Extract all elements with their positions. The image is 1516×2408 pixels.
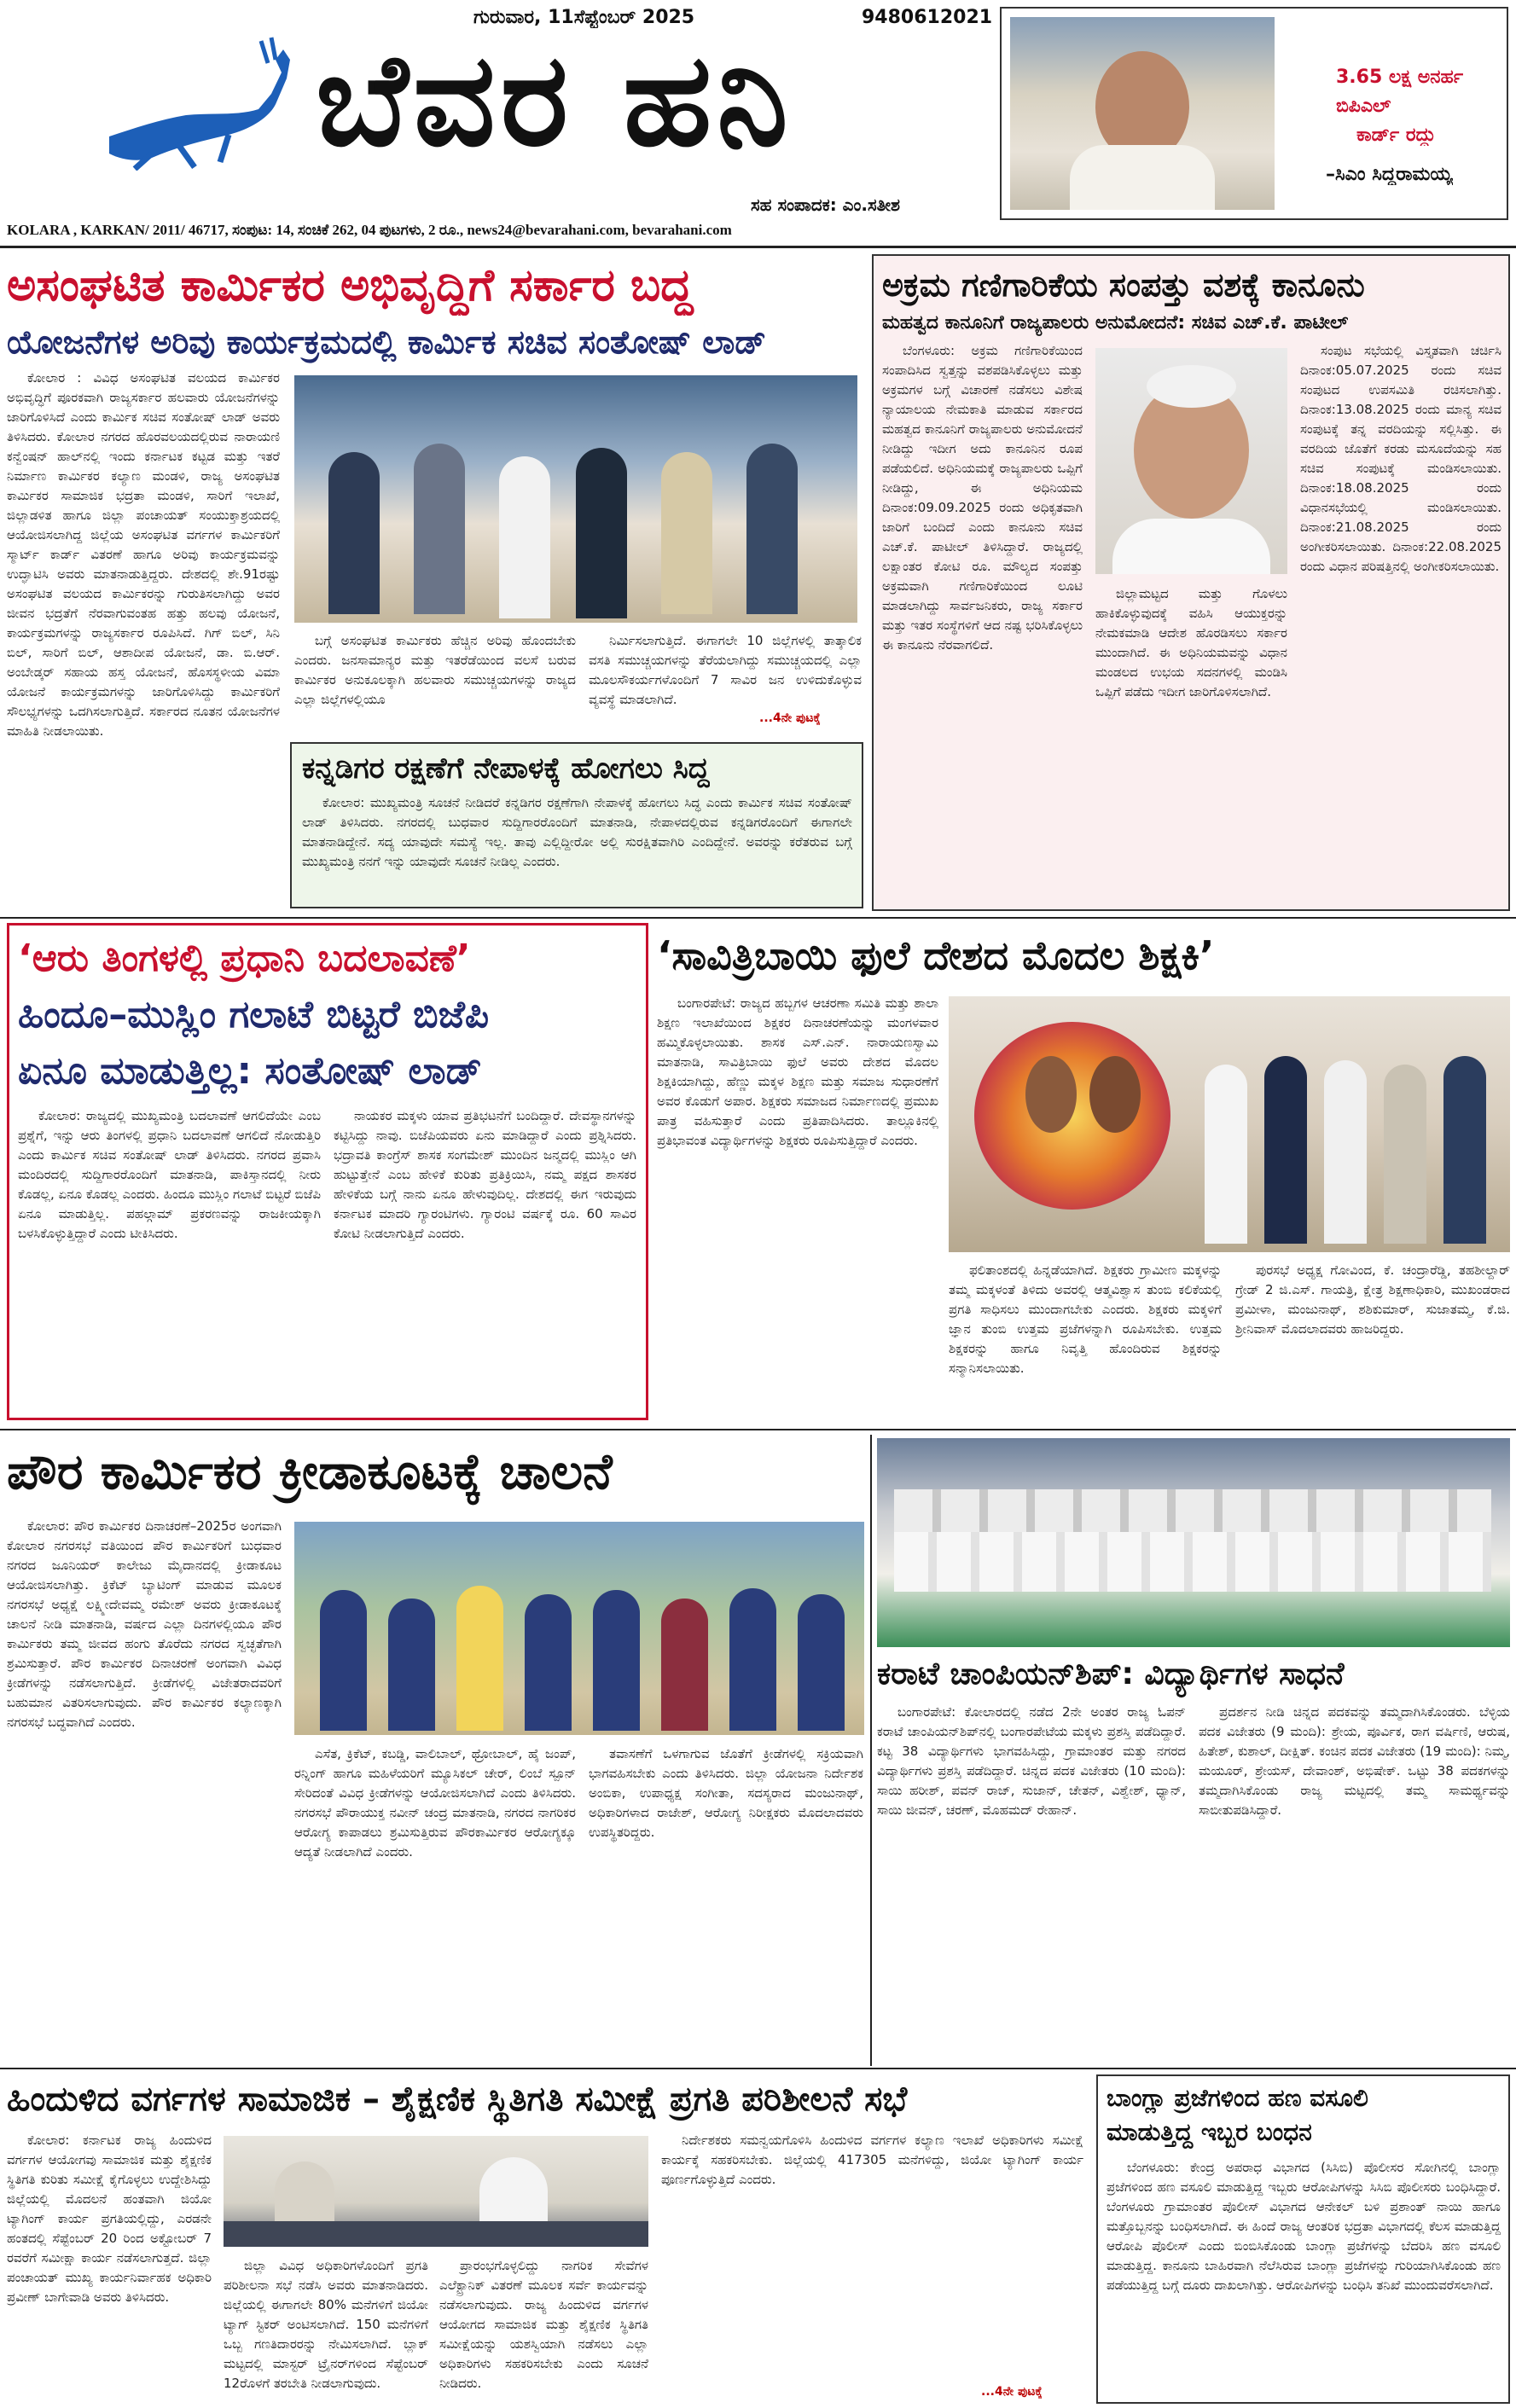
backward-col3: ಪ್ರಾರಂಭಗೊಳ್ಳಲಿದ್ದು ನಾಗರಿಕ ಸೇವೆಗಳ ಎಲೆಕ್ಟ್ರಾನಿಕ್ ವಿತರಣೆ ಮೂಲಕ ಸರ್ವೆ ಕಾರ್ಯವನ್ನು ನಡೆಸಲಾಗುವುದು. ರಾಜ್ಯ ಹಿಂದುಳಿದ ವರ್ಗಗಳ ಆಯೋಗದ ಸಾಮಾಜಿಕ ಮತ್ತು ಶೈಕ್ಷಣಿಕ ಸ್ಥಿತಿಗತಿ ಸಮೀಕ್ಷೆಯನ್ನು ಯಶಸ್ವಿಯಾಗಿ ನಡೆಸಲು ಎಲ್ಲಾ ಅಧಿಕಾರಿಗಳು ಸಹಕರಿಸಬೇಕು ಎಂದು ಸೂಚನೆ ನೀಡಿದರು. — [439, 2258, 648, 2391]
ear-line-2: ಬಿಪಿಎಲ್ — [1336, 96, 1391, 117]
masthead-co-editor: ಸಹ ಸಂಪಾದಕ: ಎಂ.ಸತೀಶ — [751, 194, 900, 215]
mining-col3: ಸಂಪುಟ ಸಭೆಯಲ್ಲಿ ವಿಸ್ತೃತವಾಗಿ ಚರ್ಚಿಸಿ ದಿನಾಂಕ:05.07.2025 ರಂದು ಸಚಿವ ಸಂಪುಟದ ಉಪಸಮಿತಿ ರಚಿಸಲಾಗಿತ್ತು. ದಿನಾಂಕ:13.08.2025 ರಂದು ಮಾನ್ಯ ಸಚಿವ ಸಂಪುಟಕ್ಕೆ ತನ್ನ ವರದಿಯನ್ನು ಸಲ್ಲಿಸಿತ್ತು. ಈ ವರದಿಯ ಜೊತೆಗೆ ಕರಡು ಮಸೂದೆಯನ್ನು ಸಹ ಸಚಿವ ಸಂಪುಟಕ್ಕೆ ಮಂಡಿಸಲಾಯಿತು. ದಿನಾಂಕ:18.08.2025 ರಂದು ವಿಧಾನಸಭೆಯಲ್ಲಿ ಮಂಡಿಸಲಾಯಿತು. ದಿನಾಂಕ:21.08.2025 ರಂದು ಅಂಗೀಕರಿಸಲಾಯಿತು. ದಿನಾಂಕ:22.08.2025 ರಂದು ವಿಧಾನ ಪರಿಷತ್ತಿನಲ್ಲಿ ಅಂಗೀಕರಿಸಲಾಯಿತು. — [1300, 343, 1501, 574]
savitri-photo — [949, 996, 1510, 1252]
story1-subhead: ಯೋಜನೆಗಳ ಅರಿವು ಕಾರ್ಯಕ್ರಮದಲ್ಲಿ ಕಾರ್ಮಿಕ ಸಚಿವ ಸಂತೋಷ್ ಲಾಡ್ — [7, 323, 766, 361]
mining-subhead: ಮಹತ್ವದ ಕಾನೂನಿಗೆ ರಾಜ್ಯಪಾಲರು ಅನುಮೋದನೆ: ಸಚಿವ ಎಚ್.ಕೆ. ಪಾಟೀಲ್ — [882, 312, 1349, 334]
deer-logo-icon — [101, 34, 297, 171]
pm-col1: ಕೋಲಾರ: ರಾಜ್ಯದಲ್ಲಿ ಮುಖ್ಯಮಂತ್ರಿ ಬದಲಾವಣೆ ಆಗಲಿದೆಯೇ ಎಂಬ ಪ್ರಶ್ನೆಗೆ, ಇನ್ನು ಆರು ತಿಂಗಳಲ್ಲಿ ಪ್ರಧಾನಿ ಬದಲಾವಣೆ ಆಗಲಿದೆ ನೋಡುತ್ತಿರಿ ಎಂದು ಕಾರ್ಮಿಕ ಸಚಿವ ಸಂತೋಷ್ ಲಾಡ್ ತಿಳಿಸಿದರು. ನಗರದ ಪ್ರವಾಸಿ ಮಂದಿರದಲ್ಲಿ ಸುದ್ದಿಗಾರರೊಂದಿಗೆ ಮಾತನಾಡಿ, ಪಾಕಿಸ್ತಾನದಲ್ಲಿ ನೀರು ಕೊಡಲ್ಲ, ಏನೂ ಕೊಡಲ್ಲ ಎಂದರು. ಹಿಂದೂ ಮುಸ್ಲಿಂ ಗಲಾಟೆ ಬಿಟ್ಟರೆ ಬಿಜೆಪಿ ಏನೂ ಮಾಡುತ್ತಿಲ್ಲ. ಪಹಲ್ಗಾಮ್ ಪ್ರಕರಣವನ್ನು ರಾಜಕೀಯಕ್ಕಾಗಿ ಬಳಸಿಕೊಳ್ಳುತ್ತಿದ್ದಾರೆ ಎಂದು ಟೀಕಿಸಿದರು. — [18, 1108, 321, 1241]
masthead-date: ಗುರುವಾರ, 11ಸೆಪ್ಟೆಂಬರ್ 2025 — [473, 7, 695, 28]
ear-line-3: ಕಾರ್ಡ್ ರದ್ದು — [1356, 125, 1436, 146]
mining-headline: ಅಕ್ರಮ ಗಣಿಗಾರಿಕೆಯ ಸಂಪತ್ತು ವಶಕ್ಕೆ ಕಾನೂನು — [882, 266, 1365, 304]
sports-col3: ತವಾಸಣೆಗೆ ಒಳಗಾಗುವ ಜೊತೆಗೆ ಕ್ರೀಡೆಗಳಲ್ಲಿ ಸಕ್ರಿಯವಾಗಿ ಭಾಗವಹಿಸಬೇಕು ಎಂದು ತಿಳಿಸಿದರು. ಜಿಲ್ಲಾ ಯೋಜನಾ ನಿರ್ದೇಶಕ ಅಂಬಿಕಾ, ಉಪಾಧ್ಯಕ್ಷ ಸಂಗೀತಾ, ಸದಸ್ಯರಾದ ಮಂಜುನಾಥ್, ಅಧಿಕಾರಿಗಳಾದ ರಾಜೇಶ್, ಆರೋಗ್ಯ ನಿರೀಕ್ಷಕರು ಮೊದಲಾದವರು ಉಪಸ್ಥಿತರಿದ್ದರು. — [589, 1746, 863, 1840]
story1-photo — [294, 375, 857, 623]
karate-col2: ಪ್ರದರ್ಶನ ನೀಡಿ ಚಿನ್ನದ ಪದಕವನ್ನು ತಮ್ಮದಾಗಿಸಿಕೊಂಡರು. ಬೆಳ್ಳಿಯ ಪದಕ ವಿಜೇತರು (9 ಮಂದಿ): ಶ್ರೇಯ, ಪೂರ್ವಿಕ, ರಾಗ ವರ್ಷಿಣಿ, ಆರುಷ, ಹಿತೇಶ್, ಕುಶಾಲ್, ದೀಕ್ಷಿತ್. ಕಂಚಿನ ಪದಕ ವಿಜೇತರು (19 ಮಂದಿ): ನಿಮ್ಮ, ಮಯೂರ್, ಶ್ರೇಯಸ್, ದೇವಾಂಶ್, ಅಭಿಷೇಕ್. ಒಟ್ಟು 38 ಪದಕಗಳನ್ನು ತಮ್ಮದಾಗಿಸಿಕೊಂಡು ರಾಜ್ಯ ಮಟ್ಟದಲ್ಲಿ ತಮ್ಮ ಸಾಮರ್ಥ್ಯವನ್ನು ಸಾಬೀತುಪಡಿಸಿದ್ದಾರೆ. — [1199, 1704, 1510, 1818]
masthead-phone: 9480612021 — [862, 7, 993, 28]
story1-continued: ...4ನೇ ಪುಟಕ್ಕೆ — [759, 711, 821, 725]
ear-box — [1000, 7, 1508, 220]
sports-headline: ಪೌರ ಕಾರ್ಮಿಕರ ಕ್ರೀಡಾಕೂಟಕ್ಕೆ ಚಾಲನೆ — [7, 1442, 613, 1500]
story1-col2: ಬಗ್ಗೆ ಅಸಂಘಟಿತ ಕಾರ್ಮಿಕರು ಹೆಚ್ಚಿನ ಅರಿವು ಹೊಂದಬೇಕು ಎಂದರು. ಜನಸಾಮಾನ್ಯರ ಮತ್ತು ಇತರೆಡೆಯಿಂದ ವಲಸೆ ಬರುವ ಕಾರ್ಮಿಕರ ಅನುಕೂಲಕ್ಕಾಗಿ ಹಲವಾರು ಸಮುಚ್ಚಯಗಳನ್ನು ರಾಜ್ಯದ ಎಲ್ಲಾ ಜಿಲ್ಲೆಗಳಲ್ಲಿಯೂ — [294, 633, 576, 707]
savitri-col1: ಬಂಗಾರಪೇಟೆ: ರಾಜ್ಯದ ಹಬ್ಬಗಳ ಆಚರಣಾ ಸಮಿತಿ ಮತ್ತು ಶಾಲಾ ಶಿಕ್ಷಣ ಇಲಾಖೆಯಿಂದ ಶಿಕ್ಷಕರ ದಿನಾಚರಣೆಯನ್ನು ಮಂಗಳವಾರ ಹಮ್ಮಿಕೊಳ್ಳಲಾಯಿತು. ಶಾಸಕ ಎಸ್.ಎನ್. ನಾರಾಯಣಸ್ವಾಮಿ ಮಾತನಾಡಿ, ಸಾವಿತ್ರಿಬಾಯಿ ಫುಲೆ ಅವರು ದೇಶದ ಮೊದಲ ಶಿಕ್ಷಕಿಯಾಗಿದ್ದು, ಹೆಣ್ಣು ಮಕ್ಕಳ ಶಿಕ್ಷಣ ಮತ್ತು ಸಮಾಜ ಸುಧಾರಣೆಗೆ ಅವರ ಕೊಡುಗೆ ಅಪಾರ. ಶಿಕ್ಷಕರು ಸಮಾಜದ ನಿರ್ಮಾಣದಲ್ಲಿ ಪ್ರಮುಖ ಪಾತ್ರ ವಹಿಸುತ್ತಾರೆ ಎಂದು ಪ್ರತಿಪಾದಿಸಿದರು. ತಾಲ್ಲೂಕಿನಲ್ಲಿ ಪ್ರತಿಭಾವಂತ ವಿದ್ಯಾರ್ಥಿಗಳನ್ನು ಶಿಕ್ಷಕರು ರೂಪಿಸುತ್ತಿದ್ದಾರೆ ಎಂದರು. — [657, 995, 938, 1148]
ear-line-4: –ಸಿಎಂ ಸಿದ್ದರಾಮಯ್ಯ — [1326, 164, 1454, 185]
karate-photo — [877, 1438, 1510, 1647]
backward-col4: ನಿರ್ದೇಶಕರು ಸಮನ್ವಯಗೊಳಿಸಿ ಹಿಂದುಳಿದ ವರ್ಗಗಳ ಕಲ್ಯಾಣ ಇಲಾಖೆ ಅಧಿಕಾರಿಗಳು ಸಮೀಕ್ಷೆ ಕಾರ್ಯಕ್ಕೆ ಸಹಕರಿಸಬೇಕು. ಜಿಲ್ಲೆಯಲ್ಲಿ 417305 ಮನೆಗಳಿದ್ದು, ಜಿಯೋ ಟ್ಯಾಗಿಂಗ್ ಕಾರ್ಯ ಪೂರ್ಣಗೊಳ್ಳುತ್ತಿದೆ ಎಂದರು. — [661, 2132, 1083, 2187]
backward-col2: ಜಿಲ್ಲಾ ವಿವಿಧ ಅಧಿಕಾರಿಗಳೊಂದಿಗೆ ಪ್ರಗತಿ ಪರಿಶೀಲನಾ ಸಭೆ ನಡೆಸಿ ಅವರು ಮಾತನಾಡಿದರು. ಜಿಲ್ಲೆಯಲ್ಲಿ ಈಗಾಗಲೇ 80% ಮನೆಗಳಿಗೆ ಜಿಯೋ ಟ್ಯಾಗ್ ಸ್ಟಿಕರ್ ಅಂಟಿಸಲಾಗಿದೆ. 150 ಮನೆಗಳಿಗೆ ಒಬ್ಬ ಗಣತಿದಾರರನ್ನು ನೇಮಿಸಲಾಗಿದೆ. ಬ್ಲಾಕ್ ಮಟ್ಟದಲ್ಲಿ ಮಾಸ್ಟರ್ ಟ್ರೈನರ್‌ಗಳಿಂದ ಸೆಪ್ಟೆಂಬರ್ 12ರೊಳಗೆ ತರಬೇತಿ ನೀಡಲಾಗುವುದು. — [224, 2258, 428, 2391]
ear-line-1: 3.65 ಲಕ್ಷ ಅನರ್ಹ — [1336, 67, 1464, 88]
pm-headline-1: ‘ಆರು ತಿಂಗಳಲ್ಲಿ ಪ್ರಧಾನಿ ಬದಲಾವಣೆ’ — [18, 937, 471, 980]
backward-col1: ಕೋಲಾರ: ಕರ್ನಾಟಕ ರಾಜ್ಯ ಹಿಂದುಳಿದ ವರ್ಗಗಳ ಆಯೋಗವು ಸಾಮಾಜಿಕ ಮತ್ತು ಶೈಕ್ಷಣಿಕ ಸ್ಥಿತಿಗತಿ ಕುರಿತು ಸಮೀಕ್ಷೆ ಕೈಗೊಳ್ಳಲು ಉದ್ದೇಶಿಸಿದ್ದು ಜಿಲ್ಲೆಯಲ್ಲಿ ಮೊದಲನೆ ಹಂತವಾಗಿ ಜಿಯೋ ಟ್ಯಾಗಿಂಗ್ ಕಾರ್ಯ ಪ್ರಗತಿಯಲ್ಲಿದ್ದು, ಎರಡನೇ ಹಂತದಲ್ಲಿ ಸೆಪ್ಟೆಂಬರ್ 20 ರಿಂದ ಅಕ್ಟೋಬರ್ 7 ರವರೆಗೆ ಸಮೀಕ್ಷಾ ಕಾರ್ಯ ನಡೆಸಲಾಗುತ್ತದೆ. ಜಿಲ್ಲಾ ಪಂಚಾಯತ್ ಮುಖ್ಯ ಕಾರ್ಯನಿರ್ವಾಹಕ ಅಧಿಕಾರಿ ಪ್ರವೀಣ್ ಬಾಗೇವಾಡಿ ಅವರು ತಿಳಿಸಿದರು. — [7, 2132, 212, 2305]
arrest-body: ಬೆಂಗಳೂರು: ಕೇಂದ್ರ ಅಪರಾಧ ವಿಭಾಗದ (ಸಿಸಿಬಿ) ಪೊಲೀಸರ ಸೋಗಿನಲ್ಲಿ ಬಾಂಗ್ಲಾ ಪ್ರಜೆಗಳಿಂದ ಹಣ ವಸೂಲಿ ಮಾಡುತ್ತಿದ್ದ ಇಬ್ಬರು ಆರೋಪಿಗಳನ್ನು ಸಿಸಿಬಿ ಪೊಲೀಸರು ಬಂಧಿಸಿದ್ದಾರೆ. ಬೆಂಗಳೂರು ಗ್ರಾಮಾಂತರ ಪೊಲೀಸ್ ವಿಭಾಗದ ಆನೇಕಲ್ ಬಳಿ ಪ್ರಶಾಂತ್ ನಾಯಿ ಹಾಗೂ ಮತ್ತೊಬ್ಬನನ್ನು ಬಂಧಿಸಲಾಗಿದೆ. ಈ ಹಿಂದೆ ರಾಜ್ಯ ಆಂತರಿಕ ಭದ್ರತಾ ವಿಭಾಗದಲ್ಲಿ ಕೆಲಸ ಮಾಡುತ್ತಿದ್ದ ಆರೋಪಿ ಪೊಲೀಸ್ ಎಂದು ಬಿಂಬಿಸಿಕೊಂಡು ಬಾಂಗ್ಲಾ ಪ್ರಜೆಗಳನ್ನು ಬೆದರಿಸಿ ಹಣ ವಸೂಲಿ ಮಾಡುತ್ತಿದ್ದ. ಕಾನೂನು ಬಾಹಿರವಾಗಿ ನೆಲೆಸಿರುವ ಬಾಂಗ್ಲಾ ಪ್ರಜೆಗಳನ್ನು ಗುರಿಯಾಗಿಸಿಕೊಂಡು ಹಣ ಪಡೆಯುತ್ತಿದ್ದ ಬಗ್ಗೆ ದೂರು ದಾಖಲಾಗಿತ್ತು. ಆರೋಪಿಗಳನ್ನು ಬಂಧಿಸಿ ತನಿಖೆ ಮುಂದುವರೆಸಲಾಗಿದೆ. — [1107, 2160, 1501, 2293]
mining-photo — [1095, 348, 1287, 574]
cm-photo — [1010, 17, 1275, 210]
masthead-title: ಬೆವರ ಹನಿ — [316, 26, 793, 175]
story1-headline: ಅಸಂಘಟಿತ ಕಾರ್ಮಿಕರ ಅಭಿವೃದ್ಧಿಗೆ ಸರ್ಕಾರ ಬದ್ಧ — [7, 260, 694, 311]
nepal-headline: ಕನ್ನಡಿಗರ ರಕ್ಷಣೆಗೆ ನೇಪಾಳಕ್ಕೆ ಹೋಗಲು ಸಿದ್ದ — [302, 751, 710, 786]
savitri-col2: ಫಲಿತಾಂಶದಲ್ಲಿ ಹಿನ್ನಡೆಯಾಗಿದೆ. ಶಿಕ್ಷಕರು ಗ್ರಾಮೀಣ ಮಕ್ಕಳನ್ನು ತಮ್ಮ ಮಕ್ಕಳಂತೆ ತಿಳಿದು ಅವರಲ್ಲಿ ಆತ್ಮವಿಶ್ವಾಸ ತುಂಬಿ ಕಲಿಕೆಯಲ್ಲಿ ಪ್ರಗತಿ ಸಾಧಿಸಲು ಮುಂದಾಗಬೇಕು ಎಂದರು. ಶಿಕ್ಷಕರು ಮಕ್ಕಳಿಗೆ ಜ್ಞಾನ ತುಂಬಿ ಉತ್ತಮ ಪ್ರಜೆಗಳನ್ನಾಗಿ ರೂಪಿಸಬೇಕು. ಉತ್ತಮ ಶಿಕ್ಷಕರನ್ನು ಹಾಗೂ ನಿವೃತ್ತಿ ಹೊಂದಿರುವ ಶಿಕ್ಷಕರನ್ನು ಸನ್ಮಾನಿಸಲಾಯಿತು. — [949, 1262, 1222, 1376]
arrest-headline-2: ಮಾಡುತ್ತಿದ್ದ ಇಬ್ಬರ ಬಂಧನ — [1107, 2118, 1312, 2146]
pm-headline-3: ಏನೂ ಮಾಡುತ್ತಿಲ್ಲ: ಸಂತೋಷ್ ಲಾಡ್ — [18, 1049, 482, 1093]
mining-box — [872, 254, 1510, 911]
arrest-box — [1096, 2074, 1510, 2404]
sports-photo — [294, 1522, 864, 1735]
sports-col1: ಕೋಲಾರ: ಪೌರ ಕಾರ್ಮಿಕರ ದಿನಾಚರಣೆ–2025ರ ಅಂಗವಾಗಿ ಕೋಲಾರ ನಗರಸಭೆ ವತಿಯಿಂದ ಪೌರ ಕಾರ್ಮಿಕರಿಗೆ ಬುಧವಾರ ನಗರದ ಜೂನಿಯರ್ ಕಾಲೇಜು ಮೈದಾನದಲ್ಲಿ ಕ್ರೀಡಾಕೂಟ ಆಯೋಜಿಸಲಾಗಿತ್ತು. ಕ್ರಿಕೆಟ್ ಬ್ಯಾಟಿಂಗ್ ಮಾಡುವ ಮೂಲಕ ನಗರಸಭೆ ಅಧ್ಯಕ್ಷೆ ಲಕ್ಷ್ಮೀದೇವಮ್ಮ ರಮೇಶ್ ಅವರು ಕ್ರೀಡಾಕೂಟಕ್ಕೆ ಚಾಲನೆ ನೀಡಿ ಮಾತನಾಡಿ, ವರ್ಷದ ಎಲ್ಲಾ ದಿನಗಳಲ್ಲಿಯೂ ಪೌರ ಕಾರ್ಮಿಕರು ತಮ್ಮ ಜೀವದ ಹಂಗು ತೊರೆದು ನಗರದ ಸ್ವಚ್ಛತೆಗಾಗಿ ಶ್ರಮಿಸುತ್ತಾರೆ. ಪೌರ ಕಾರ್ಮಿಕರ ದಿನಾಚರಣೆ ಅಂಗವಾಗಿ ವಿವಿಧ ಕ್ರೀಡೆಗಳನ್ನು ನಡೆಸಲಾಗುತ್ತಿದೆ. ಕ್ರೀಡೆಗಳಲ್ಲಿ ವಿಜೇತರಾದವರಿಗೆ ಬಹುಮಾನ ವಿತರಿಸಲಾಗುವುದು. ಪೌರ ಕಾರ್ಮಿಕರ ಕಲ್ಯಾಣಕ್ಕಾಗಿ ನಗರಸಭೆ ಬದ್ಧವಾಗಿದೆ ಎಂದರು. — [7, 1518, 282, 1730]
pm-box — [7, 923, 648, 1420]
mining-col2: ಜಿಲ್ಲಾಮಟ್ಟದ ಮತ್ತು ಗೊಳಲು ಹಾಕಿಕೊಳ್ಳುವುದಕ್ಕೆ ವಹಿಸಿ ಆಯುಕ್ತರನ್ನು ನೇಮಕಮಾಡಿ ಆದೇಶ ಹೊರಡಿಸಲು ಸರ್ಕಾರ ಮುಂದಾಗಿದೆ. ಈ ಅಧಿನಿಯಮವನ್ನು ವಿಧಾನ ಮಂಡಲದ ಉಭಯ ಸದನಗಳಲ್ಲಿ ಮಂಡಿಸಿ ಒಪ್ಪಿಗೆ ಪಡೆದು ಇದೀಗ ಜಾರಿಗೊಳಿಸಲಾಗಿದೆ. — [1095, 586, 1287, 699]
backward-headline: ಹಿಂದುಳಿದ ವರ್ಗಗಳ ಸಾಮಾಜಿಕ – ಶೈಕ್ಷಣಿಕ ಸ್ಥಿತಿಗತಿ ಸಮೀಕ್ಷೆ ಪ್ರಗತಿ ಪರಿಶೀಲನೆ ಸಭೆ — [7, 2080, 908, 2119]
mining-col1: ಬೆಂಗಳೂರು: ಅಕ್ರಮ ಗಣಿಗಾರಿಕೆಯಿಂದ ಸಂಪಾದಿಸಿದ ಸ್ವತ್ತನ್ನು ವಶಪಡಿಸಿಕೊಳ್ಳಲು ಮತ್ತು ಅಕ್ರಮಗಳ ಬಗ್ಗೆ ವಿಚಾರಣೆ ನಡೆಸಲು ವಿಶೇಷ ನ್ಯಾಯಾಲಯ ನೇಮಕಾತಿ ಮಾಡುವ ಸರ್ಕಾರದ ಮಹತ್ವದ ಕಾನೂನಿಗೆ ರಾಜ್ಯಪಾಲರು ಅನುಮೋದನೆ ನೀಡಿದ್ದು ಇದೀಗ ಅದು ಕಾನೂನಿನ ರೂಪ ಪಡೆಯಲಿದೆ. ಅಧಿನಿಯಮಕ್ಕೆ ರಾಜ್ಯಪಾಲರು ಒಪ್ಪಿಗೆ ನೀಡಿದ್ದು, ಈ ಅಧಿನಿಯಮ ದಿನಾಂಕ:09.09.2025 ರಂದು ಅಧಿಕೃತವಾಗಿ ಜಾರಿಗೆ ಬಂದಿದೆ ಎಂದು ಕಾನೂನು ಸಚಿವ ಎಚ್.ಕೆ. ಪಾಟೀಲ್ ತಿಳಿಸಿದ್ದಾರೆ. ರಾಜ್ಯದಲ್ಲಿ ಲಕ್ಷಾಂತರ ಕೋಟಿ ರೂ. ಮೌಲ್ಯದ ಸಂಪತ್ತು ಅಕ್ರಮವಾಗಿ ಗಣಿಗಾರಿಕೆಯಿಂದ ಲೂಟಿ ಮಾಡಲಾಗಿದ್ದು ಸಾರ್ವಜನಿಕರು, ರಾಜ್ಯ ಸರ್ಕಾರ ಮತ್ತು ಇತರ ಸಂಸ್ಥೆಗಳಿಗೆ ಆದ ನಷ್ಟ ಭರಿಸಿಕೊಳ್ಳಲು ಈ ಕಾನೂನು ನೆರವಾಗಲಿದೆ. — [882, 343, 1083, 653]
masthead — [0, 0, 1516, 247]
savitri-headline: ‘ಸಾವಿತ್ರಿಬಾಯಿ ಫುಲೆ ದೇಶದ ಮೊದಲ ಶಿಕ್ಷಕಿ’ — [657, 932, 1215, 978]
sports-col2: ಎಸೆತ, ಕ್ರಿಕೆಟ್, ಕಬಡ್ಡಿ, ವಾಲಿಬಾಲ್, ಥ್ರೋಬಾಲ್, ಹೈ ಜಂಪ್, ರನ್ನಿಂಗ್ ಹಾಗೂ ಮಹಿಳೆಯರಿಗೆ ಮ್ಯೂಸಿಕಲ್ ಚೇರ್, ಲಿಂಬೆ ಸ್ಪೂನ್ ಸೇರಿದಂತೆ ವಿವಿಧ ಕ್ರೀಡೆಗಳನ್ನು ಆಯೋಜಿಸಲಾಗಿದೆ ಎಂದು ತಿಳಿಸಿದರು. ನಗರಸಭೆ ಪೌರಾಯುಕ್ತ ನವೀನ್ ಚಂದ್ರ ಮಾತನಾಡಿ, ನಗರದ ನಾಗರಿಕರ ಆರೋಗ್ಯ ಕಾಪಾಡಲು ಶ್ರಮಿಸುತ್ತಿರುವ ಪೌರಕಾರ್ಮಿಕರ ಆರೋಗ್ಯಕ್ಕೂ ಆದ್ಯತೆ ನೀಡಲಾಗಿದೆ ಎಂದರು. — [294, 1746, 576, 1860]
backward-photo — [224, 2136, 648, 2247]
masthead-info-line: KOLARA , KARKAN/ 2011/ 46717, ಸಂಪುಟ: 14, ಸಂಚಿಕೆ 262, 04 ಪುಟಗಳು, 2 ರೂ., news24@bevarahani.com, bevarahani.com — [7, 222, 732, 238]
pm-headline-2: ಹಿಂದೂ–ಮುಸ್ಲಿಂ ಗಲಾಟೆ ಬಿಟ್ಟರೆ ಬಿಜೆಪಿ — [18, 993, 490, 1036]
karate-col1: ಬಂಗಾರಪೇಟೆ: ಕೋಲಾರದಲ್ಲಿ ನಡೆದ 2ನೇ ಅಂತರ ರಾಜ್ಯ ಓಪನ್ ಕರಾಟೆ ಚಾಂಪಿಯನ್‌ಶಿಪ್‌ನಲ್ಲಿ ಬಂಗಾರಪೇಟೆಯ ಮಕ್ಕಳು ಪ್ರಶಸ್ತಿ ಪಡೆದಿದ್ದಾರೆ. ಕಟ್ಟ 38 ವಿದ್ಯಾರ್ಥಿಗಳು ಭಾಗವಹಿಸಿದ್ದು, ಗ್ರಾಮಾಂತರ ಮತ್ತು ನಗರದ ವಿದ್ಯಾರ್ಥಿಗಳು ಪ್ರಶಸ್ತಿ ಪಡೆದಿದ್ದಾರೆ. ಚಿನ್ನದ ಪದಕ ವಿಜೇತರು (10 ಮಂದಿ): ಸಾಯಿ ಹರೀಶ್, ಪವನ್ ರಾಜ್, ಸುಜಾನ್, ಚೇತನ್, ವಿಶ್ವೇಶ್, ಧ್ಯಾನ್, ಸಾಯಿ ಜೀವನ್, ಚರಣ್, ಮೊಹಮದ್ ರೇಹಾನ್. — [877, 1704, 1186, 1818]
story1-col1: ಕೋಲಾರ : ವಿವಿಧ ಅಸಂಘಟಿತ ವಲಯದ ಕಾರ್ಮಿಕರ ಅಭಿವೃದ್ಧಿಗೆ ಪೂರಕವಾಗಿ ರಾಜ್ಯಸರ್ಕಾರ ಹಲವಾರು ಯೋಜನೆಗಳನ್ನು ಜಾರಿಗೊಳಿಸಿದೆ ಎಂದು ಕಾರ್ಮಿಕ ಸಚಿವ ಸಂತೋಷ್ ಲಾಡ್ ಅವರು ತಿಳಿಸಿದರು. ಕೋಲಾರ ನಗರದ ಹೊರವಲಯದಲ್ಲಿರುವ ನಾರಾಯಣಿ ಕನ್ವೆಂಷನ್ ಹಾಲ್‌ನಲ್ಲಿ ಇಂದು ಕರ್ನಾಟಕ ಕಟ್ಟಡ ಮತ್ತು ಇತರೆ ನಿರ್ಮಾಣ ಕಾರ್ಮಿಕರ ಕಲ್ಯಾಣ ಮಂಡಳಿ, ರಾಜ್ಯ ಅಸಂಘಟಿತ ಕಾರ್ಮಿಕರ ಸಾಮಾಜಿಕ ಭದ್ರತಾ ಮಂಡಳಿ, ಸಾರಿಗೆ ಇಲಾಖೆ, ಜಿಲ್ಲಾಡಳಿತ ಹಾಗೂ ಜಿಲ್ಲಾ ಪಂಚಾಯತ್ ಸಂಯುಕ್ತಾಶ್ರಯದಲ್ಲಿ ಆಯೋಜಿಸಲಾಗಿದ್ದ ಜಿಲ್ಲೆಯ ಅಸಂಘಟಿತ ವರ್ಗಗಳ ಕಾರ್ಮಿಕರಿಗೆ ಸ್ಮಾರ್ಟ್ ಕಾರ್ಡ್ ವಿತರಣೆ ಹಾಗೂ ಅರಿವು ಕಾರ್ಯಕ್ರಮವನ್ನು ಉದ್ಘಾಟಿಸಿ ಅವರು ಮಾತನಾಡುತ್ತಿದ್ದರು. ದೇಶದಲ್ಲಿ ಶೇ.91ರಷ್ಟು ಅಸಂಘಟಿತ ವಲಯದ ಕಾರ್ಮಿಕರನ್ನು ಗುರುತಿಸಲಾಗಿದ್ದು ಅವರ ಜೀವನ ಭದ್ರತೆಗೆ ನೆರವಾಗುವಂತಹ ಹತ್ತು ಹಲವು ಯೋಜನೆ, ಕಾರ್ಯಕ್ರಮಗಳನ್ನು ರಾಜ್ಯಸರ್ಕಾರ ರೂಪಿಸಿದೆ. ಗಿಗ್ ಬಿಲ್, ಸಿನಿ ಬಿಲ್, ಸಾರಿಗೆ ಬಿಲ್, ಆಶಾದೀಪ ಯೋಜನೆ, ಡಾ. ಬಿ.ಆರ್. ಅಂಬೇಡ್ಕರ್ ಸಹಾಯ ಹಸ್ತ ಯೋಜನೆ, ಹೊಸಸ್ಥಳೀಯ ವಿಮಾ ಯೋಜನೆ ಕಾರ್ಯಕ್ರಮಗಳನ್ನು ಜಾರಿಗೊಳಿಸಿದ್ದು ಕಾರ್ಮಿಕರಿಗೆ ಸೌಲಭ್ಯಗಳನ್ನು ಒದಗಿಸಲಾಗುತ್ತಿದೆ. ಸರ್ಕಾರದ ನೂತನ ಯೋಜನೆಗಳ ಮಾಹಿತಿ ನೀಡಲಾಯಿತು. — [7, 370, 280, 739]
nepal-box — [290, 742, 863, 908]
arrest-headline-1: ಬಾಂಗ್ಲಾ ಪ್ರಜೆಗಳಿಂದ ಹಣ ವಸೂಲಿ — [1107, 2084, 1368, 2112]
nepal-body: ಕೋಲಾರ: ಮುಖ್ಯಮಂತ್ರಿ ಸೂಚನೆ ನೀಡಿದರೆ ಕನ್ನಡಿಗರ ರಕ್ಷಣೆಗಾಗಿ ನೇಪಾಳಕ್ಕೆ ಹೋಗಲು ಸಿದ್ಧ ಎಂದು ಕಾರ್ಮಿಕ ಸಚಿವ ಸಂತೋಷ್ ಲಾಡ್ ತಿಳಿಸಿದರು. ನಗರದಲ್ಲಿ ಬುಧವಾರ ಸುದ್ದಿಗಾರರೊಂದಿಗೆ ಮಾತನಾಡಿ, ನೇಪಾಳದಲ್ಲಿರುವ ಕನ್ನಡಿಗರೊಂದಿಗೆ ಈಗಾಗಲೇ ಮಾತನಾಡಿದ್ದೇನೆ. ಸದ್ಯ ಯಾವುದೇ ಸಮಸ್ಯೆ ಇಲ್ಲ. ತಾವು ಎಲ್ಲಿದ್ದೀರೋ ಅಲ್ಲಿ ಸುರಕ್ಷಿತವಾಗಿರಿ ಎಂದಿದ್ದೇನೆ. ಅವರನ್ನು ಕರೆತರುವ ಬಗ್ಗೆ ಮುಖ್ಯಮಂತ್ರಿ ನನಗೆ ಇನ್ನು ಯಾವುದೇ ಸೂಚನೆ ನೀಡಿಲ್ಲ ಎಂದರು. — [302, 795, 852, 869]
savitri-col3: ಪುರಸಭೆ ಅಧ್ಯಕ್ಷ ಗೋವಿಂದ, ಕೆ. ಚಂದ್ರಾರೆಡ್ಡಿ, ತಹಶೀಲ್ದಾರ್ ಗ್ರೇಡ್ 2 ಜಿ.ಎಸ್. ಗಾಯತ್ರಿ, ಕ್ಷೇತ್ರ ಶಿಕ್ಷಣಾಧಿಕಾರಿ, ಮುಖಂಡರಾದ ಪ್ರಮೀಳಾ, ಮಂಜುನಾಥ್, ಶಶಿಕುಮಾರ್, ಸುಜಾತಮ್ಮ, ಕೆ.ಜಿ. ಶ್ರೀನಿವಾಸ್ ಮೊದಲಾದವರು ಹಾಜರಿದ್ದರು. — [1235, 1262, 1510, 1337]
karate-headline: ಕರಾಟೆ ಚಾಂಪಿಯನ್‌ಶಿಪ್: ವಿದ್ಯಾರ್ಥಿಗಳ ಸಾಧನೆ — [877, 1657, 1345, 1691]
story1-col3: ನಿರ್ಮಿಸಲಾಗುತ್ತಿದೆ. ಈಗಾಗಲೇ 10 ಜಿಲ್ಲೆಗಳಲ್ಲಿ ತಾತ್ಕಾಲಿಕ ವಸತಿ ಸಮುಚ್ಚಯಗಳನ್ನು ತೆರೆಯಲಾಗಿದ್ದು ಸಮುಚ್ಚಯದಲ್ಲಿ ಎಲ್ಲಾ ಮೂಲಸೌಕರ್ಯಗಳೊಂದಿಗೆ 7 ಸಾವಿರ ಜನ ಉಳಿದುಕೊಳ್ಳುವ ವ್ಯವಸ್ಥೆ ಮಾಡಲಾಗಿದೆ. — [589, 633, 862, 707]
pm-col2: ನಾಯಕರ ಮಕ್ಕಳು ಯಾವ ಪ್ರತಿಭಟನೆಗೆ ಬಂದಿದ್ದಾರೆ. ದೇವಸ್ಥಾನಗಳನ್ನು ಕಟ್ಟಿಸಿದ್ದು ನಾವು. ಬಿಜೆಪಿಯವರು ಏನು ಮಾಡಿದ್ದಾರೆ ಎಂದು ಪ್ರಶ್ನಿಸಿದರು. ಭದ್ರಾವತಿ ಕಾಂಗ್ರೆಸ್ ಶಾಸಕ ಸಂಗಮೇಶ್ ಮುಂದಿನ ಜನ್ಮದಲ್ಲಿ ಮುಸ್ಲಿಂ ಆಗಿ ಹುಟ್ಟುತ್ತೇನೆ ಎಂಬ ಹೇಳಿಕೆ ಕುರಿತು ಪ್ರತಿಕ್ರಿಯಿಸಿ, ನಮ್ಮ ಪಕ್ಷದ ಶಾಸಕರ ಹೇಳಿಕೆಯ ಬಗ್ಗೆ ನಾನು ಏನೂ ಹೇಳುವುದಿಲ್ಲ. ದೇಶದಲ್ಲಿ ಈಗ ಇರುವುದು ಕರ್ನಾಟಕ ಮಾದರಿ ಗ್ಯಾರಂಟಿಗಳು. ಗ್ಯಾರಂಟಿ ವರ್ಷಕ್ಕೆ ರೂ. 60 ಸಾವಿರ ಕೋಟಿ ನೀಡಲಾಗುತ್ತಿದೆ ಎಂದರು. — [334, 1108, 636, 1241]
backward-continued: ...4ನೇ ಪುಟಕ್ಕೆ — [981, 2385, 1043, 2399]
